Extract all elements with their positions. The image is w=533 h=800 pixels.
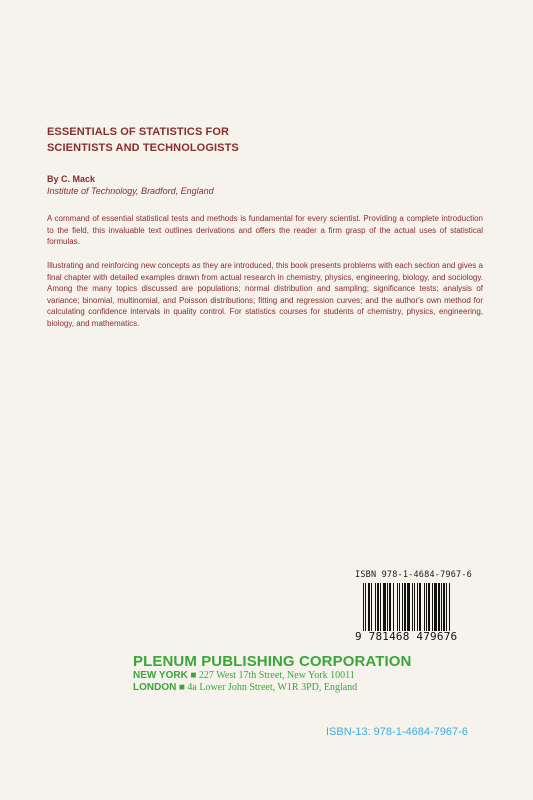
author-name: By C. Mack: [47, 174, 96, 184]
bullet-icon: ■: [190, 670, 197, 681]
book-title-line-2: SCIENTISTS AND TECHNOLOGISTS: [47, 142, 239, 154]
isbn-13: ISBN-13: 978-1-4684-7967-6: [326, 726, 468, 738]
barcode: [355, 570, 490, 643]
city-london: LONDON: [133, 682, 177, 693]
book-title-line-1: ESSENTIALS OF STATISTICS FOR: [47, 126, 230, 138]
description-paragraph-2: Illustrating and reinforcing new concepts as they are introduced, this book presents problems with each section and gives a final chapter with detailed examples drawn from actual research in chemistry, physics, engineering, biology, and sociology. Among the many topics discussed are populations; normal distribution and sampling; significance tests; analysis of variance; binomial, multinomial, and Poisson distributions; fitting and regression curves; and the author's own method for calculating confidence intervals in quality control. For statistics courses for students of chemistry, physics, engineering, biology, and mathematics.: [47, 261, 483, 328]
barcode-isbn-label: ISBN 978-1-4684-7967-6: [355, 570, 472, 580]
description-paragraph-1: A command of essential statistical tests and methods is fundamental for every scientist. Providing a complete introduction to the field, this invaluable text outlines derivations and offers the reader a firm grasp of the actual uses of statistical formulas.: [47, 214, 483, 246]
address-new-york: 227 West 17th Street, New York 10011: [198, 670, 355, 681]
barcode-bar: [449, 583, 450, 631]
publisher-address-london: [133, 682, 357, 693]
barcode-digits: 9 781468 479676: [355, 630, 458, 643]
byline: [47, 173, 214, 197]
book-title: [47, 124, 477, 156]
address-london: 4a Lower John Street, W1R 3PD, England: [187, 682, 358, 693]
barcode-bars: [363, 583, 485, 631]
author-affiliation: Institute of Technology, Bradford, England: [47, 186, 214, 196]
publisher-address-new-york: [133, 670, 355, 681]
publisher-name: PLENUM PUBLISHING CORPORATION: [133, 653, 412, 670]
bullet-icon: ■: [178, 682, 185, 693]
city-new-york: NEW YORK: [133, 670, 188, 681]
